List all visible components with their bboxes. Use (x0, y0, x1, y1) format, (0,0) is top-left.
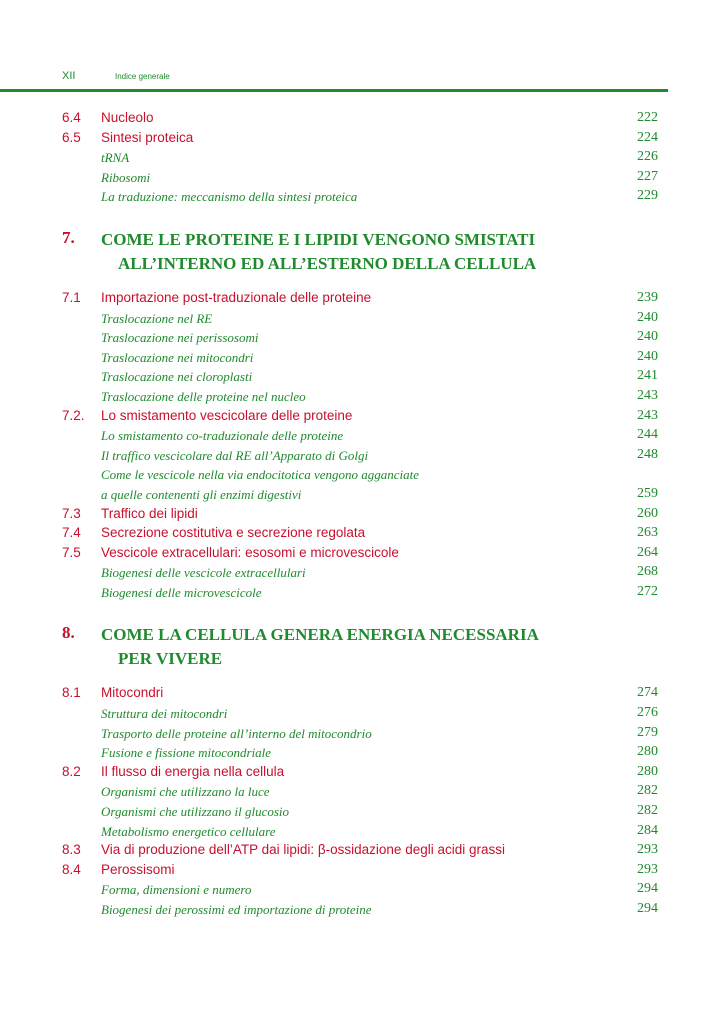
toc-subsection-entry[interactable] (0, 147, 718, 167)
subsection-title: Traslocazione nei mitocondri (101, 349, 254, 365)
entry-page-number: 282 (637, 783, 658, 799)
chapter-title-line: COME LA CELLULA GENERA ENERGIA NECESSARIA (101, 625, 539, 645)
toc-subsection-entry[interactable] (0, 347, 718, 367)
chapter-number: 7. (62, 227, 75, 247)
toc-subsection-entry[interactable] (0, 742, 718, 762)
section-title: Perossisomi (101, 861, 175, 877)
entry-page-number: 284 (637, 822, 658, 838)
entry-page-number: 244 (637, 427, 658, 443)
entry-page-number: 274 (637, 685, 658, 701)
section-number: 8.1 (62, 685, 81, 701)
subsection-title: Lo smistamento co-traduzionale delle proteine (101, 428, 344, 444)
toc-section-entry[interactable] (0, 762, 718, 782)
toc-subsection-entry[interactable] (0, 327, 718, 347)
section-number: 7.3 (62, 505, 81, 521)
toc-subsection-entry[interactable] (0, 781, 718, 801)
entry-page-number: 239 (637, 289, 658, 305)
chapter-heading (0, 228, 718, 284)
toc-section-entry[interactable] (0, 840, 718, 860)
subsection-title: Fusione e fissione mitocondriale (101, 745, 272, 761)
entry-page-number: 280 (637, 744, 658, 760)
running-header-title: Indice generale (115, 72, 170, 81)
chapter-title (101, 623, 539, 671)
subsection-title: tRNA (101, 150, 130, 166)
toc-subsection-entry[interactable] (0, 723, 718, 743)
chapter-title-line: PER VIVERE (118, 649, 223, 669)
subsection-title: Come le vescicole nella via endocitotica vengono agganciate (101, 467, 420, 483)
toc-subsection-entry[interactable] (0, 879, 718, 899)
entry-page-number: 264 (637, 544, 658, 560)
section-title: Mitocondri (101, 685, 164, 701)
entry-page-number: 240 (637, 309, 658, 325)
section-number: 7.2. (62, 407, 85, 423)
entry-page-number: 229 (637, 188, 658, 204)
page-header (0, 66, 668, 90)
chapter-title-line: COME LE PROTEINE E I LIPIDI VENGONO SMISTATI (101, 229, 536, 249)
subsection-title: Traslocazione nel RE (101, 310, 213, 326)
entry-page-number: 241 (637, 368, 658, 384)
subsection-title: Traslocazione nei perissosomi (101, 330, 259, 346)
toc-subsection-entry[interactable] (0, 821, 718, 841)
toc-section-entry[interactable] (0, 108, 718, 128)
subsection-title: Organismi che utilizzano la luce (101, 784, 270, 800)
toc-subsection-entry[interactable] (0, 801, 718, 821)
toc-subsection-entry[interactable] (0, 484, 718, 504)
toc-section-entry[interactable] (0, 128, 718, 148)
spacer (0, 601, 718, 623)
toc-section-entry[interactable] (0, 288, 718, 308)
section-title: Via di produzione dell’ATP dai lipidi: β-ossidazione degli acidi grassi (101, 842, 505, 858)
subsection-title: Traslocazione delle proteine nel nucleo (101, 388, 306, 404)
toc-subsection-entry[interactable] (0, 464, 718, 484)
entry-page-number: 268 (637, 564, 658, 580)
toc-subsection-entry[interactable] (0, 186, 718, 206)
entry-page-number: 272 (637, 583, 658, 599)
entry-page-number: 293 (637, 861, 658, 877)
subsection-title: Il traffico vescicolare dal RE all’Apparato di Golgi (101, 447, 369, 463)
subsection-title: Ribosomi (101, 169, 151, 185)
entry-page-number: 222 (637, 110, 658, 125)
entry-page-number: 240 (637, 348, 658, 364)
section-number: 8.2 (62, 763, 81, 779)
subsection-title: Organismi che utilizzano il glucosio (101, 804, 290, 820)
toc-section-entry[interactable] (0, 860, 718, 880)
toc-subsection-entry[interactable] (0, 366, 718, 386)
section-title: Vescicole extracellulari: esosomi e microvescicole (101, 544, 399, 560)
toc-section-entry[interactable] (0, 504, 718, 524)
entry-page-number: 279 (637, 724, 658, 740)
toc-subsection-entry[interactable] (0, 308, 718, 328)
subsection-title: Forma, dimensioni e numero (101, 882, 252, 898)
chapter-heading (0, 623, 718, 679)
entry-page-number: 240 (637, 329, 658, 345)
toc-subsection-entry[interactable] (0, 703, 718, 723)
entry-page-number: 282 (637, 803, 658, 819)
subsection-title: Biogenesi dei perossimi ed importazione di proteine (101, 902, 372, 917)
toc-subsection-entry[interactable] (0, 167, 718, 187)
section-title: Traffico dei lipidi (101, 505, 198, 521)
entry-page-number: 294 (637, 901, 658, 916)
toc-subsection-entry[interactable] (0, 582, 718, 602)
toc-section-entry[interactable] (0, 523, 718, 543)
entry-page-number: 293 (637, 842, 658, 858)
section-number: 7.1 (62, 289, 81, 305)
entry-page-number: 280 (637, 763, 658, 779)
page-number: XII (62, 70, 76, 82)
subsection-title: Biogenesi delle microvescicole (101, 584, 262, 600)
section-number: 6.5 (62, 129, 81, 145)
entry-page-number: 243 (637, 407, 658, 423)
section-title: Secrezione costitutiva e secrezione regolata (101, 525, 366, 541)
section-number: 8.4 (62, 861, 81, 877)
header-rule (0, 89, 668, 92)
entry-page-number: 294 (637, 881, 658, 897)
toc-subsection-entry[interactable] (0, 899, 718, 919)
subsection-title: La traduzione: meccanismo della sintesi proteica (101, 189, 358, 205)
toc-subsection-entry[interactable] (0, 562, 718, 582)
subsection-title: a quelle contenenti gli enzimi digestivi (101, 486, 302, 502)
subsection-title: Metabolismo energetico cellulare (101, 823, 276, 839)
toc-section-entry[interactable] (0, 406, 718, 426)
section-number: 7.4 (62, 525, 81, 541)
entry-page-number: 248 (637, 446, 658, 462)
section-title: Nucleolo (101, 110, 154, 125)
entry-page-number: 243 (637, 387, 658, 403)
toc-subsection-entry[interactable] (0, 425, 718, 445)
entry-page-number: 263 (637, 525, 658, 541)
entry-page-number: 227 (637, 168, 658, 184)
toc-subsection-entry[interactable] (0, 445, 718, 465)
chapter-title-line: ALL’INTERNO ED ALL’ESTERNO DELLA CELLULA (118, 253, 537, 273)
toc-section-entry[interactable] (0, 543, 718, 563)
section-title: Il flusso di energia nella cellula (101, 763, 285, 779)
entry-page-number: 224 (637, 129, 658, 145)
spacer (0, 206, 718, 228)
subsection-title: Trasporto delle proteine all’interno del mitocondrio (101, 725, 372, 741)
table-of-contents (0, 108, 718, 919)
entry-page-number: 226 (637, 149, 658, 165)
chapter-title (101, 228, 536, 276)
subsection-title: Traslocazione nei cloroplasti (101, 369, 253, 385)
section-number: 7.5 (62, 544, 81, 560)
entry-page-number: 260 (637, 505, 658, 521)
subsection-title: Biogenesi delle vescicole extracellulari (101, 565, 306, 581)
section-number: 6.4 (62, 110, 81, 125)
subsection-title: Struttura dei mitocondri (101, 706, 228, 722)
section-title: Importazione post-traduzionale delle proteine (101, 289, 372, 305)
entry-page-number: 276 (637, 705, 658, 721)
toc-subsection-entry[interactable] (0, 386, 718, 406)
chapter-number: 8. (62, 623, 75, 643)
entry-page-number: 259 (637, 485, 658, 501)
section-title: Sintesi proteica (101, 129, 194, 145)
toc-section-entry[interactable] (0, 683, 718, 703)
section-title: Lo smistamento vescicolare delle proteine (101, 407, 353, 423)
section-number: 8.3 (62, 842, 81, 858)
